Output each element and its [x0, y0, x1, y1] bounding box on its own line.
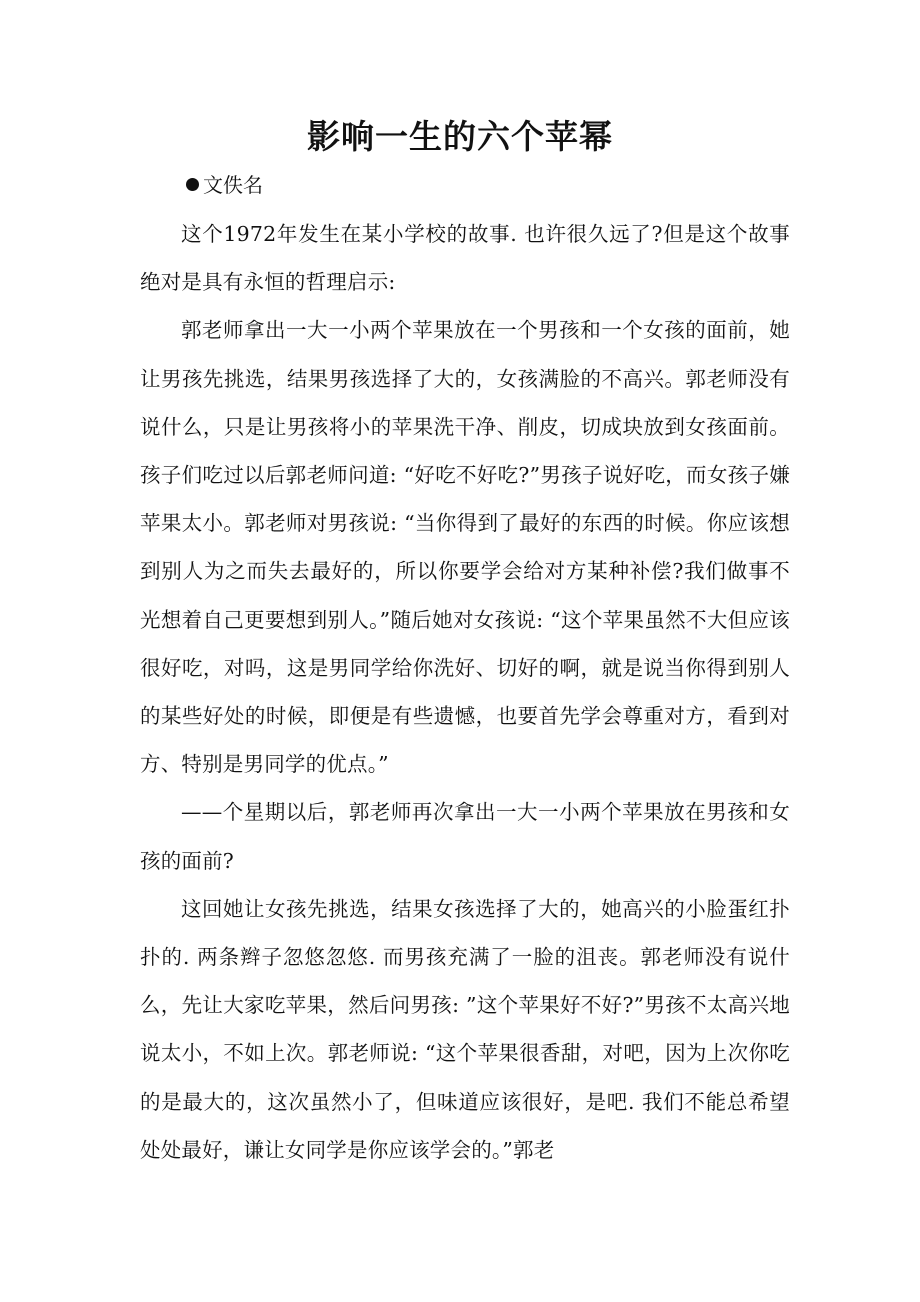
paragraph-4: 这回她让女孩先挑选，结果女孩选择了大的，她高兴的小脸蛋红扑扑的. 两条辫子忽悠忽悠. 而男孩充满了一脸的沮丧。郭老师没有说什么，先让大家吃苹果，然后问男孩: ”这个苹果好不好?”男孩不太高兴地说太小，不如上次。郭老师说: “这个苹果很香甜，对吧，因为上次你吃的是最大的，这次虽然小了，但味道应该很好，是吧. 我们不能总希望处处最好，谦让女同学是你应该学会的。”郭老: [140, 896, 790, 1162]
paragraph-2: 郭老师拿出一大一小两个苹果放在一个男孩和一个女孩的面前，她让男孩先挑选，结果男孩选择了大的，女孩满脸的不高兴。郭老师没有说什么，只是让男孩将小的苹果洗干净、削皮，切成块放到女孩面前。孩子们吃过以后郭老师问道: “好吃不好吃?”男孩子说好吃，而女孩子嫌苹果太小。郭老师对男孩说: “当你得到了最好的东西的时候。你应该想到别人为之而失去最好的，所以你要学会给对方某种补偿?我们做事不光想着自己更要想到别人。”随后她对女孩说: “这个苹果虽然不大但应该很好吃，对吗，这是男同学给你洗好、切好的啊，就是说当你得到别人的某些好处的时候，即便是有些遗憾，也要首先学会尊重对方，看到对方、特别是男同学的优点。”: [140, 318, 790, 777]
bullet-icon: [186, 178, 199, 191]
paragraph-1: 这个1972年发生在某小学校的故事. 也许很久远了?但是这个故事绝对是具有永恒的哲理启示:: [140, 222, 790, 295]
paragraph-3: ——个星期以后，郭老师再次拿出一大一小两个苹果放在男孩和女孩的面前?: [140, 800, 790, 873]
author-name: 文佚名: [203, 173, 263, 197]
author-line: [186, 170, 263, 200]
document-title: 影响一生的六个苹幂: [307, 117, 613, 156]
document-body: [140, 210, 790, 1174]
